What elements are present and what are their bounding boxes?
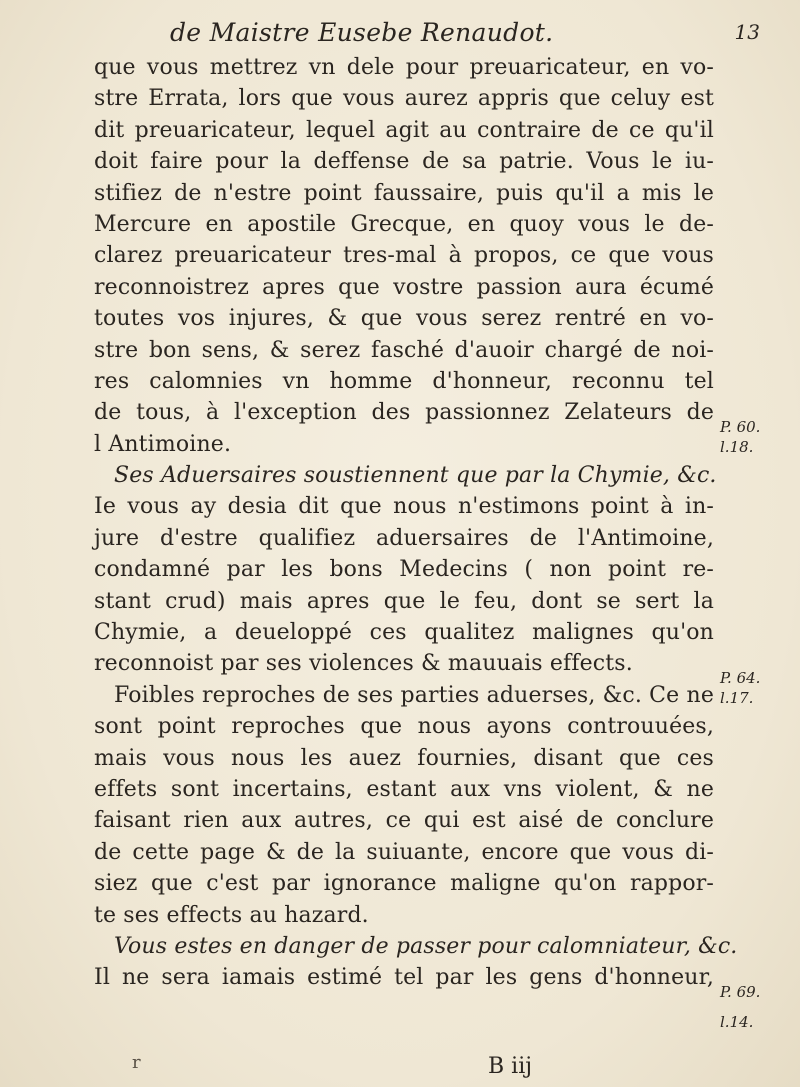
text-line: faisant rien aux autres, ce qui est aisé de conclure — [94, 808, 714, 834]
margin-note-line: l.14. — [720, 1013, 754, 1031]
page-header — [140, 18, 780, 52]
text-line: que vous mettrez vn dele pour preuaricateur, en vo- — [94, 55, 714, 80]
margin-note-page: P. 64. — [720, 669, 761, 687]
text-line: reconnoistrez apres que vostre passion aura écumé — [94, 274, 714, 300]
text-line: sont point reproches que nous ayons controuuées, — [94, 714, 714, 740]
margin-note-line: l.18. — [720, 438, 754, 456]
text-line: dit preuaricateur, lequel agit au contraire de ce qu'il — [94, 117, 714, 143]
running-title: de Maistre Eusebe Renaudot. — [170, 18, 554, 47]
text-line: reconnoist par ses violences & mauuais effects. — [94, 651, 633, 677]
text-line: Mercure en apostile Grecque, en quoy vous le de- — [94, 211, 714, 237]
margin-note-page: P. 69. — [720, 983, 761, 1001]
margin-note-page: P. 60. — [720, 418, 761, 436]
text-line: Chymie, a deueloppé ces qualitez malignes qu'on — [94, 620, 714, 646]
text-line: effets sont incertains, estant aux vns violent, & ne — [94, 776, 714, 802]
text-line: condamné par les bons Medecins ( non point re- — [94, 557, 714, 583]
page-number: 13 — [734, 20, 760, 44]
text-line: jure d'estre qualifiez aduersaires de l'Antimoine, — [94, 525, 714, 551]
quoted-heading: Ses Aduersaires soustiennent que par la Chymie, &c. — [114, 463, 717, 489]
text-line: Il ne sera iamais estimé tel par les gens d'honneur, — [94, 965, 714, 991]
margin-note-line: l.17. — [720, 689, 754, 707]
quoted-heading: Vous estes en danger de passer pour calomniateur, &c. — [114, 933, 738, 959]
text-line: stant crud) mais apres que le feu, dont se sert la — [94, 588, 714, 614]
ornament-mark: r — [132, 1052, 141, 1073]
text-line: stifiez de n'estre point faussaire, puis qu'il a mis le — [94, 180, 714, 206]
text-line: doit faire pour la deffense de sa patrie. Vous le iu- — [94, 149, 714, 175]
text-line: mais vous nous les auez fournies, disant que ces — [94, 745, 714, 771]
text-line: clarez preuaricateur tres-mal à propos, ce que vous — [94, 243, 714, 269]
text-line: de tous, à l'exception des passionnez Zelateurs de — [94, 400, 714, 426]
text-line: Ie vous ay desia dit que nous n'estimons point à in- — [94, 494, 714, 520]
text-line: de cette page & de la suiuante, encore que vous di- — [94, 839, 714, 865]
text-line: toutes vos injures, & que vous serez rentré en vo- — [94, 306, 714, 332]
text-line: stre bon sens, & serez fasché d'auoir chargé de noi- — [94, 337, 714, 363]
text-line: te ses effects au hazard. — [94, 902, 369, 928]
text-line: siez que c'est par ignorance maligne qu'on rappor- — [94, 871, 714, 897]
text-line: res calomnies vn homme d'honneur, reconnu tel — [94, 368, 714, 394]
text-line: stre Errata, lors que vous aurez appris que celuy est — [94, 86, 714, 112]
quoted-heading: Foibles reproches de ses parties aduerses, &c. Ce ne — [114, 682, 714, 708]
text-line: l Antimoine. — [94, 431, 232, 457]
signature-mark: B iij — [488, 1054, 533, 1079]
